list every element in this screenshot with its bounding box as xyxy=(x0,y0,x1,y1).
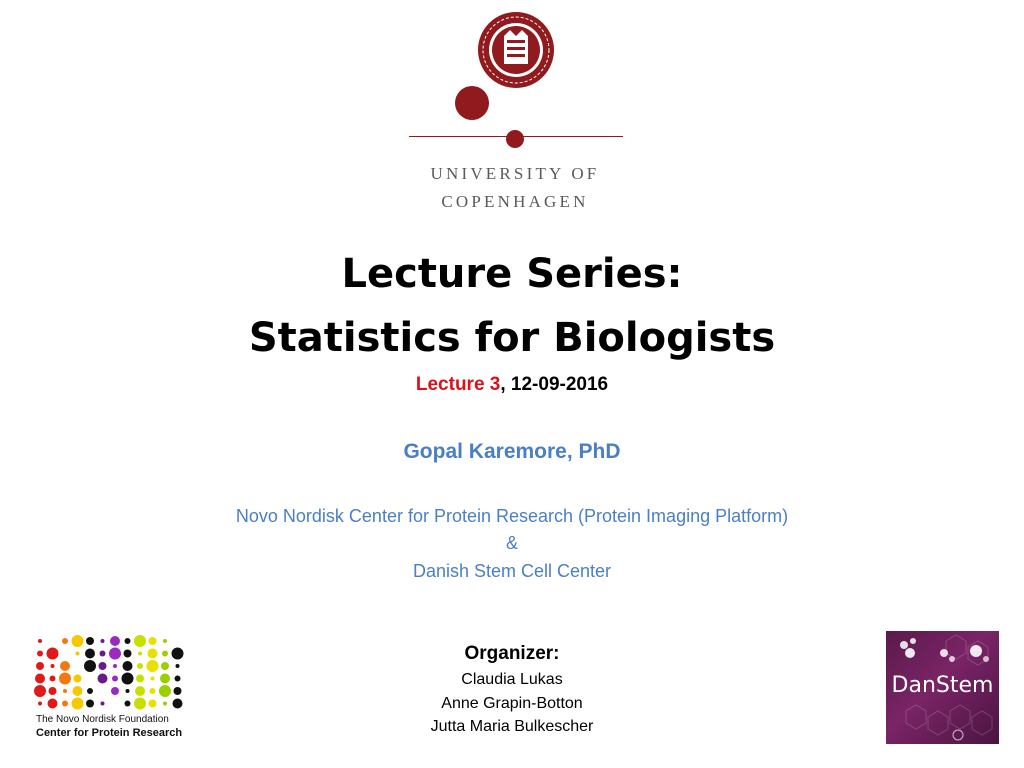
logo-dot xyxy=(76,652,80,656)
logo-dot xyxy=(175,676,181,682)
organizer-name: Jutta Maria Bulkescher xyxy=(430,718,594,735)
affiliation-line-1: Novo Nordisk Center for Protein Research (Protein Imaging Platform) xyxy=(235,506,789,526)
logo-dot xyxy=(60,661,70,671)
lecture-separator: , xyxy=(500,374,506,395)
logo-dot xyxy=(134,635,146,647)
danstem-logo xyxy=(886,631,999,744)
logo-dot xyxy=(110,636,120,646)
logo-dot xyxy=(73,686,83,696)
logo-dot xyxy=(113,664,117,668)
logo-dot-large xyxy=(455,86,489,120)
logo-dot xyxy=(163,702,167,706)
logo-dot xyxy=(62,701,68,707)
logo-dot xyxy=(62,638,68,644)
logo-dot xyxy=(159,685,171,697)
logo-dot xyxy=(84,660,96,672)
logo-dot xyxy=(135,686,145,696)
logo-dot xyxy=(125,638,131,644)
logo-dot xyxy=(111,687,119,695)
logo-dot xyxy=(150,688,156,694)
logo-dot xyxy=(174,687,182,695)
logo-dot xyxy=(86,637,94,645)
affiliation-line-2: Danish Stem Cell Center xyxy=(412,561,612,581)
logo-dot xyxy=(137,663,143,669)
university-logo xyxy=(405,10,625,215)
logo-dot xyxy=(147,660,159,672)
logo-dot xyxy=(138,652,142,656)
title-line-2: Statistics for Biologists xyxy=(248,315,776,361)
logo-dot xyxy=(163,639,167,643)
sponsor-caption-line1: The Novo Nordisk Foundation xyxy=(36,714,169,725)
logo-dot xyxy=(176,664,180,668)
logo-dot xyxy=(125,701,131,707)
logo-dot xyxy=(86,700,94,708)
logo-dot xyxy=(162,651,168,657)
author-name: Gopal Karemore, PhD xyxy=(403,440,621,463)
lecture-number: Lecture 3 xyxy=(415,374,501,395)
logo-dot xyxy=(149,637,157,645)
logo-dot xyxy=(123,661,133,671)
logo-dot xyxy=(151,677,155,681)
logo-dot xyxy=(161,662,169,670)
title-line-1: Lecture Series: xyxy=(341,251,683,297)
logo-dot xyxy=(63,689,67,693)
logo-dot xyxy=(87,688,93,694)
logo-dot xyxy=(38,639,42,643)
logo-dot xyxy=(99,662,107,670)
logo-dot xyxy=(50,676,56,682)
novo-nordisk-logo xyxy=(34,634,194,744)
logo-dot xyxy=(172,648,184,660)
logo-dot xyxy=(36,662,44,670)
logo-dot xyxy=(98,674,108,684)
logo-dot xyxy=(35,674,45,684)
logo-dot xyxy=(173,699,183,709)
logo-dot xyxy=(85,649,95,659)
lecture-date: 12-09-2016 xyxy=(505,374,609,395)
dot-grid-icon xyxy=(34,634,194,712)
organizer-name: Claudia Lukas xyxy=(461,671,563,688)
danstem-wordmark: DanStem xyxy=(891,673,994,698)
logo-dot xyxy=(122,673,134,685)
organizer-label: Organizer: xyxy=(464,643,560,664)
logo-dot xyxy=(124,650,132,658)
logo-dot xyxy=(49,687,57,695)
logo-dot xyxy=(134,698,146,710)
logo-dot xyxy=(51,664,55,668)
logo-dot xyxy=(34,685,46,697)
logo-dot xyxy=(160,674,170,684)
logo-dot xyxy=(47,648,59,660)
logo-dot xyxy=(38,702,42,706)
logo-dot xyxy=(37,651,43,657)
sponsor-caption-line2: Center for Protein Research xyxy=(36,727,183,739)
logo-dot xyxy=(101,702,105,706)
logo-dot xyxy=(72,635,84,647)
university-seal-icon xyxy=(476,10,556,90)
logo-dot xyxy=(109,648,121,660)
logo-dot xyxy=(100,651,106,657)
logo-dot xyxy=(136,675,144,683)
logo-dot xyxy=(149,700,157,708)
logo-dot xyxy=(148,649,158,659)
logo-dot xyxy=(101,639,105,643)
organizer-name: Anne Grapin-Botton xyxy=(441,695,583,712)
logo-dot xyxy=(48,699,58,709)
lecture-info xyxy=(0,374,1024,396)
affiliation-ampersand: & xyxy=(505,533,518,553)
university-name-line1: UNIVERSITY OF xyxy=(430,164,600,183)
logo-dot xyxy=(126,689,130,693)
logo-dot xyxy=(72,698,84,710)
logo-dot xyxy=(74,675,82,683)
logo-dot xyxy=(112,676,118,682)
university-name-line2: COPENHAGEN xyxy=(441,192,589,211)
logo-dot-small xyxy=(506,130,524,148)
logo-dot xyxy=(59,673,71,685)
